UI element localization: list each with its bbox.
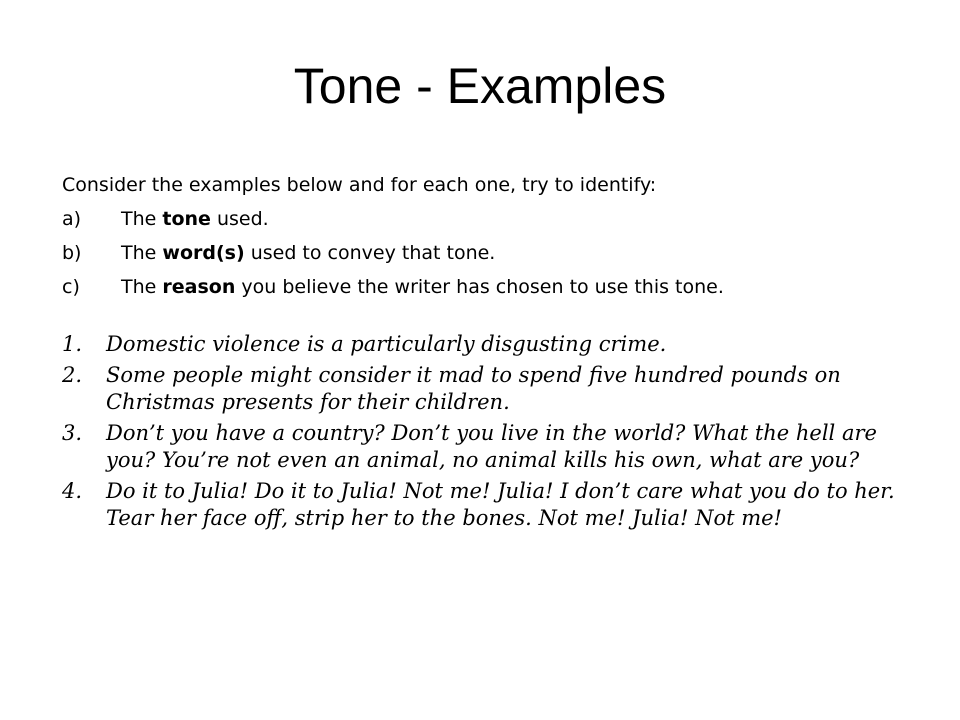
example-quotes-list — [62, 331, 912, 536]
criteria-marker: a) — [62, 208, 82, 230]
criteria-marker: c) — [62, 276, 80, 298]
example-quote — [62, 331, 912, 358]
criteria-text: used to convey that tone. — [244, 242, 496, 264]
criteria-text: The — [121, 208, 163, 230]
slide-title: Tone - Examples — [293, 58, 667, 114]
quote-number: 4. — [62, 479, 83, 503]
criteria-item-tone — [62, 202, 902, 236]
example-quote — [62, 420, 912, 474]
quote-number: 1. — [62, 332, 83, 356]
quote-text: Domestic violence is a particularly disgusting crime. — [106, 332, 667, 356]
criteria-text: you believe the writer has chosen to use this tone. — [235, 276, 724, 298]
quote-text: Do it to Julia! Do it to Julia! Not me! Julia! I don’t care what you do to her. Tear her face off, strip her to the bones. Not me! Julia! Not me! — [106, 479, 895, 530]
example-quote — [62, 362, 912, 416]
criteria-keyword: word(s) — [162, 242, 245, 264]
quote-text: Some people might consider it mad to spend five hundred pounds on Christmas presents for their children. — [106, 363, 841, 414]
criteria-keyword: reason — [162, 276, 236, 298]
instructions-lead: Consider the examples below and for each one, try to identify: — [62, 174, 657, 196]
criteria-list — [62, 202, 902, 304]
quote-number: 2. — [62, 363, 83, 387]
criteria-text: The — [121, 242, 163, 264]
criteria-text: used. — [210, 208, 269, 230]
quote-text: Don’t you have a country? Don’t you live in the world? What the hell are you? You’re not even an animal, no animal kills his own, what are you? — [106, 421, 877, 472]
criteria-item-words — [62, 236, 902, 270]
criteria-keyword: tone — [162, 208, 211, 230]
instructions — [62, 168, 902, 304]
example-quote — [62, 478, 912, 532]
quote-number: 3. — [62, 421, 83, 445]
criteria-text: The — [121, 276, 163, 298]
criteria-marker: b) — [62, 242, 82, 264]
criteria-item-reason — [62, 270, 902, 304]
